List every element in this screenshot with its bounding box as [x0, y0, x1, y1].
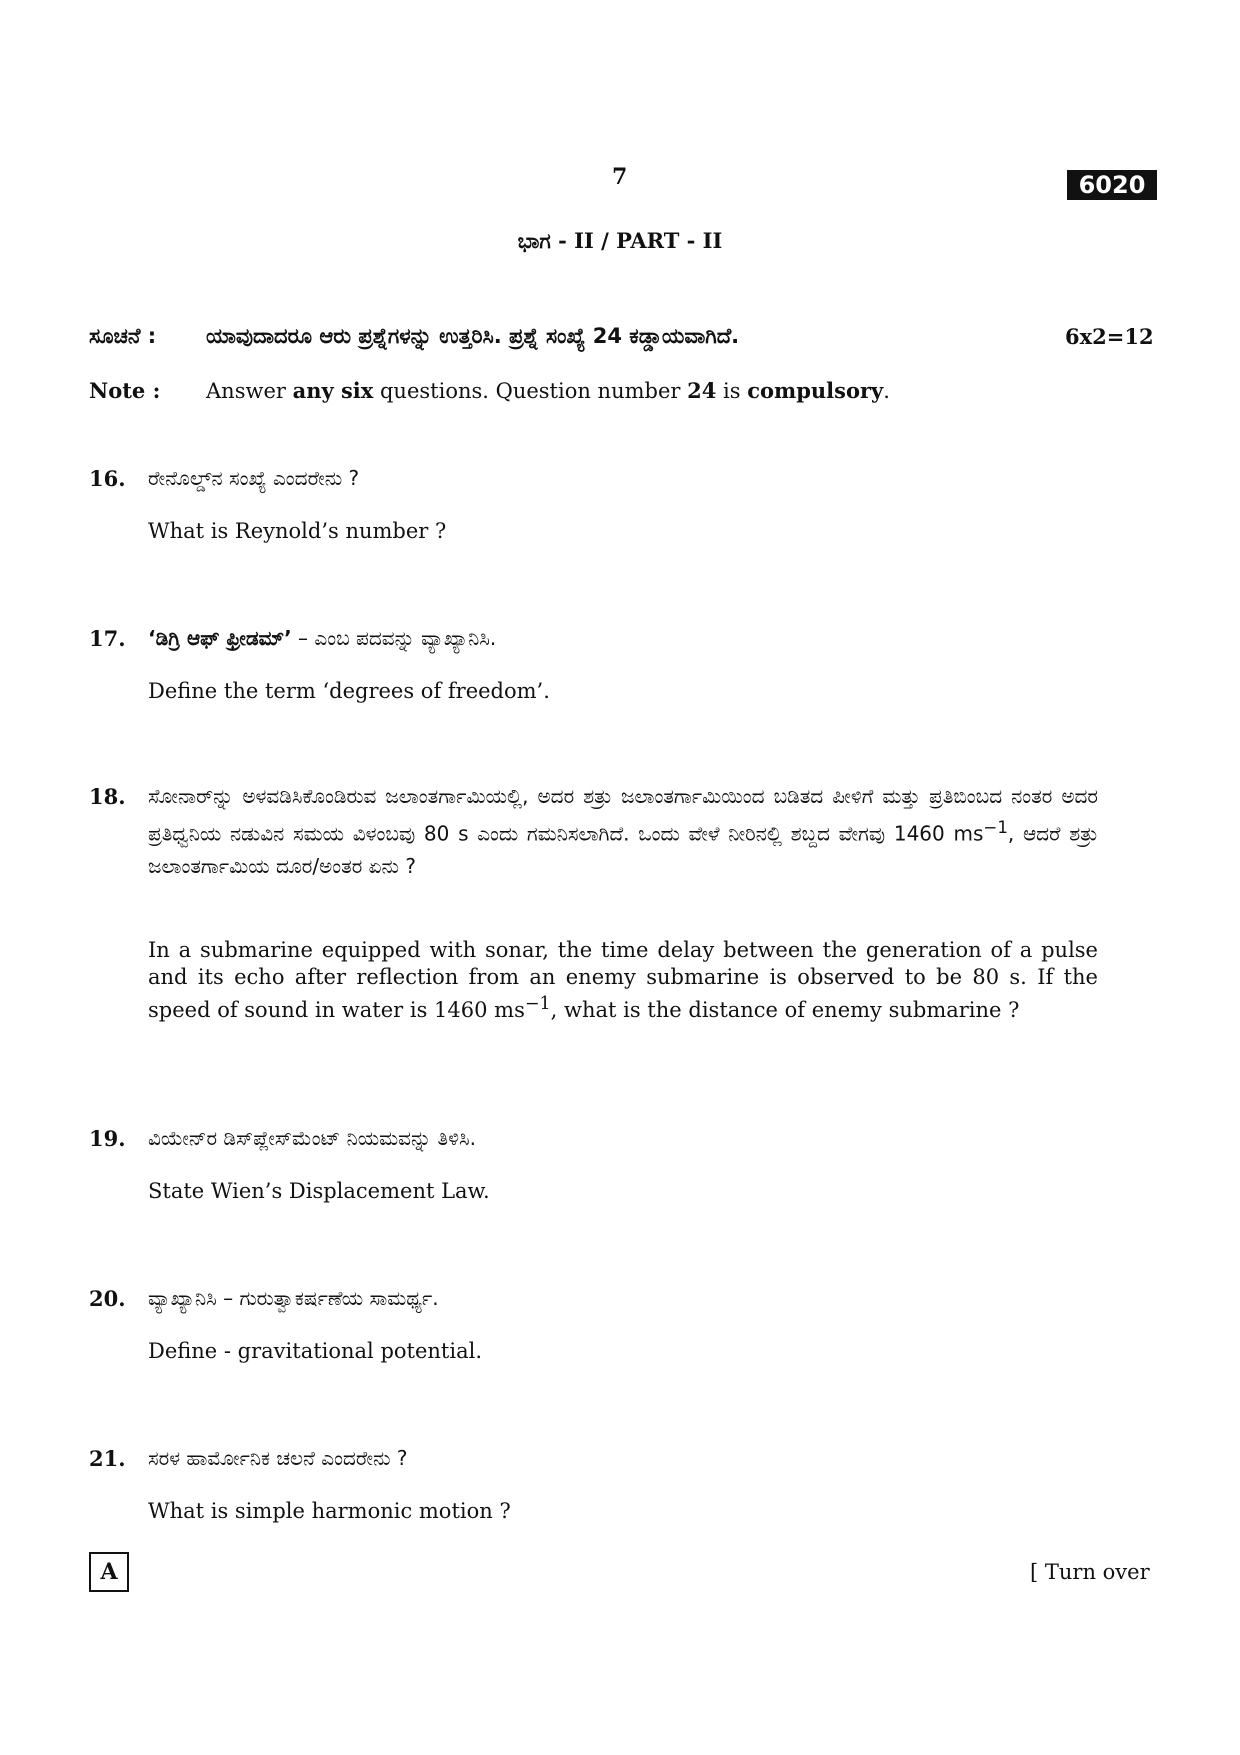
question-number: 19.: [89, 1126, 126, 1151]
question-20-kn: ವ್ಯಾಖ್ಯಾನಿಸಿ – ಗುರುತ್ವಾಕರ್ಷಣೆಯ ಸಾಮರ್ಥ್ಯ.: [148, 1286, 439, 1310]
question-number: 21.: [89, 1446, 126, 1471]
note-label: Note :: [89, 378, 161, 403]
question-number: 18.: [89, 784, 126, 809]
question-18-kn: ಸೋನಾರ್‌ನ್ನು ಅಳವಡಿಸಿಕೊಂಡಿರುವ ಜಲಾಂತರ್ಗಾಮಿಯಲ್ಲಿ, ಅದರ ಶತ್ರು ಜಲಾಂತರ್ಗಾಮಿಯಿಂದ ಬಡಿತದ ಪೀಳಿಗೆ ಮತ್ತು ಪ್ರತಿಬಿಂಬದ ನಂತರ ಅದರ ಪ್ರತಿಧ್ವನಿಯ ನಡುವಿನ ಸಮಯ ವಿಳಂಬವು 80 s ಎಂದು ಗಮನಿಸಲಾಗಿದೆ. ಒಂದು ವೇಳೆ ನೀರಿನಲ್ಲಿ ಶಬ್ದದ ವೇಗವು 1460 $ms^{-1}$, ಆದರೆ ಶತ್ರು ಜಲಾಂತರ್ಗಾಮಿಯ ದೂರ/ಅಂತರ ಏನು ?: [148, 784, 1098, 878]
page-number: 7: [612, 164, 628, 190]
question-20-en: Define - gravitational potential.: [148, 1339, 482, 1363]
part-heading: ಭಾಗ - II / PART - II: [517, 228, 723, 253]
note-text: Answer any six questions. Question number 24 is compulsory.: [206, 378, 890, 403]
version-box: A: [89, 1552, 129, 1592]
question-17-en: Define the term ‘degrees of freedom’.: [148, 679, 550, 703]
question-17-kn: ‘ಡಿಗ್ರಿ ಆಫ್ ಫ್ರೀಡಮ್’ – ಎಂಬ ಪದವನ್ನು ವ್ಯಾಖ್ಯಾನಿಸಿ.: [148, 626, 497, 650]
question-number: 17.: [89, 626, 126, 651]
question-19-en: State Wien’s Displacement Law.: [148, 1179, 490, 1203]
question-21-en: What is simple harmonic motion ?: [148, 1499, 511, 1523]
question-number: 16.: [89, 466, 126, 491]
question-21-kn: ಸರಳ ಹಾರ್ಮೋನಿಕ ಚಲನೆ ಎಂದರೇನು ?: [148, 1446, 408, 1470]
question-16-en: What is Reynold’s number ?: [148, 519, 447, 543]
instruction-label-kn: ಸೂಚನೆ :: [89, 324, 157, 348]
instruction-text-kn: ಯಾವುದಾದರೂ ಆರು ಪ್ರಶ್ನೆಗಳನ್ನು ಉತ್ತರಿಸಿ. ಪ್ರಶ್ನೆ ಸಂಖ್ಯೆ 24 ಕಡ್ಡಾಯವಾಗಿದೆ.: [206, 324, 740, 348]
marks-allocation: 6x2=12: [1065, 324, 1154, 349]
question-16-kn: ರೇನೊಲ್ಡ್‌ನ ಸಂಖ್ಯೆ ಎಂದರೇನು ?: [148, 466, 360, 490]
question-number: 20.: [89, 1286, 126, 1311]
paper-code-badge: 6020: [1067, 170, 1157, 200]
turn-over-note: [ Turn over: [1030, 1560, 1150, 1584]
question-19-kn: ವಿಯೇನ್‌ರ ಡಿಸ್‌ಪ್ಲೇಸ್‌ಮೆಂಟ್ ನಿಯಮವನ್ನು ತಿಳಿಸಿ.: [148, 1126, 477, 1150]
question-18-en: In a submarine equipped with sonar, the time delay between the generation of a pulse and its echo after reflection from an enemy submarine is observed to be 80 s. If the speed of sound in water is 1460 $ms^{-1}$, what is the distance of enemy submarine ?: [148, 938, 1098, 1022]
